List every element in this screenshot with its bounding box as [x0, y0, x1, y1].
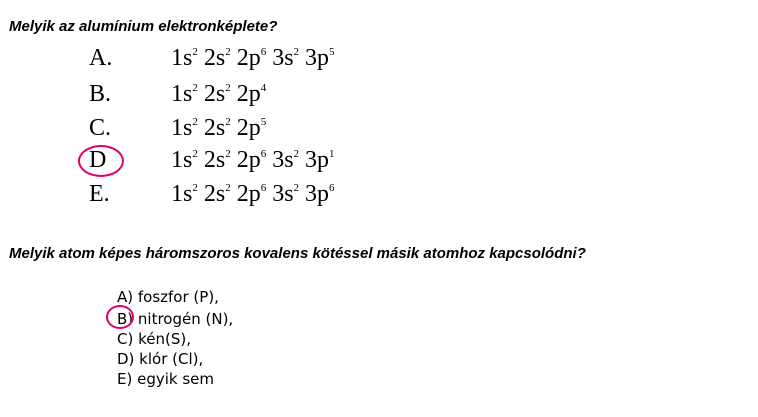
option-d: D) klór (Cl), — [117, 350, 204, 368]
orbital: 3p — [305, 147, 330, 173]
electron-count: 2 — [293, 148, 300, 160]
orbital: 2s — [203, 45, 226, 71]
orbital: 2s — [203, 81, 226, 107]
orbital: 2p — [236, 181, 261, 207]
electron-count: 6 — [260, 46, 267, 58]
option-c: C) kén(S), — [117, 330, 191, 348]
option-a: A) foszfor (P), — [117, 288, 219, 306]
orbital: 2s — [203, 115, 226, 141]
option-letter: A. — [89, 45, 113, 71]
electron-count: 2 — [225, 116, 231, 128]
orbital: 3p — [305, 181, 330, 207]
orbital: 3p — [305, 45, 330, 71]
electron-count: 2 — [192, 182, 198, 194]
electron-count: 2 — [225, 46, 231, 58]
question-1-title: Melyik az alumínium elektronképlete? — [9, 18, 278, 35]
question-2-title: Melyik atom képes háromszoros kovalens kötéssel másik atomhoz kapcsolódni? — [9, 245, 586, 262]
electron-count: 2 — [192, 46, 198, 58]
option-letter: D — [89, 147, 107, 173]
electron-count: 2 — [192, 148, 198, 160]
electron-count: 2 — [225, 182, 231, 194]
electron-count: 5 — [329, 46, 335, 58]
orbital: 1s — [171, 147, 193, 173]
electron-count: 5 — [260, 116, 267, 128]
orbital: 1s — [171, 45, 193, 71]
answer-circle-d — [78, 145, 124, 177]
option-e: E) egyik sem — [117, 370, 215, 388]
electron-count: 4 — [260, 82, 267, 94]
orbital: 2s — [203, 147, 226, 173]
electron-count: 2 — [225, 82, 231, 94]
electron-count: 2 — [293, 46, 300, 58]
electron-configuration — [171, 80, 266, 112]
orbital: 1s — [171, 81, 193, 107]
answer-circle-b — [106, 305, 134, 329]
option-letter: C. — [89, 115, 112, 141]
electron-configuration — [171, 44, 335, 76]
electron-configuration — [171, 114, 266, 146]
electron-configuration — [171, 180, 335, 212]
electron-count: 2 — [192, 82, 198, 94]
orbital: 1s — [171, 115, 193, 141]
electron-count: 2 — [293, 182, 300, 194]
orbital: 3s — [272, 45, 294, 71]
orbital: 2p — [236, 45, 261, 71]
option-b: B) nitrogén (N), — [117, 310, 234, 328]
electron-count: 1 — [329, 148, 335, 160]
orbital: 2p — [236, 147, 261, 173]
orbital: 3s — [272, 181, 294, 207]
electron-count: 6 — [329, 182, 335, 194]
orbital: 3s — [272, 147, 294, 173]
orbital: 2s — [203, 181, 226, 207]
electron-count: 2 — [225, 148, 231, 160]
orbital: 2p — [236, 81, 261, 107]
orbital: 2p — [236, 115, 261, 141]
option-letter: E. — [89, 181, 110, 207]
option-letter: B. — [89, 81, 112, 107]
electron-count: 6 — [260, 182, 267, 194]
electron-count: 6 — [260, 148, 267, 160]
orbital: 1s — [171, 181, 193, 207]
electron-configuration — [171, 146, 335, 178]
electron-count: 2 — [192, 116, 198, 128]
